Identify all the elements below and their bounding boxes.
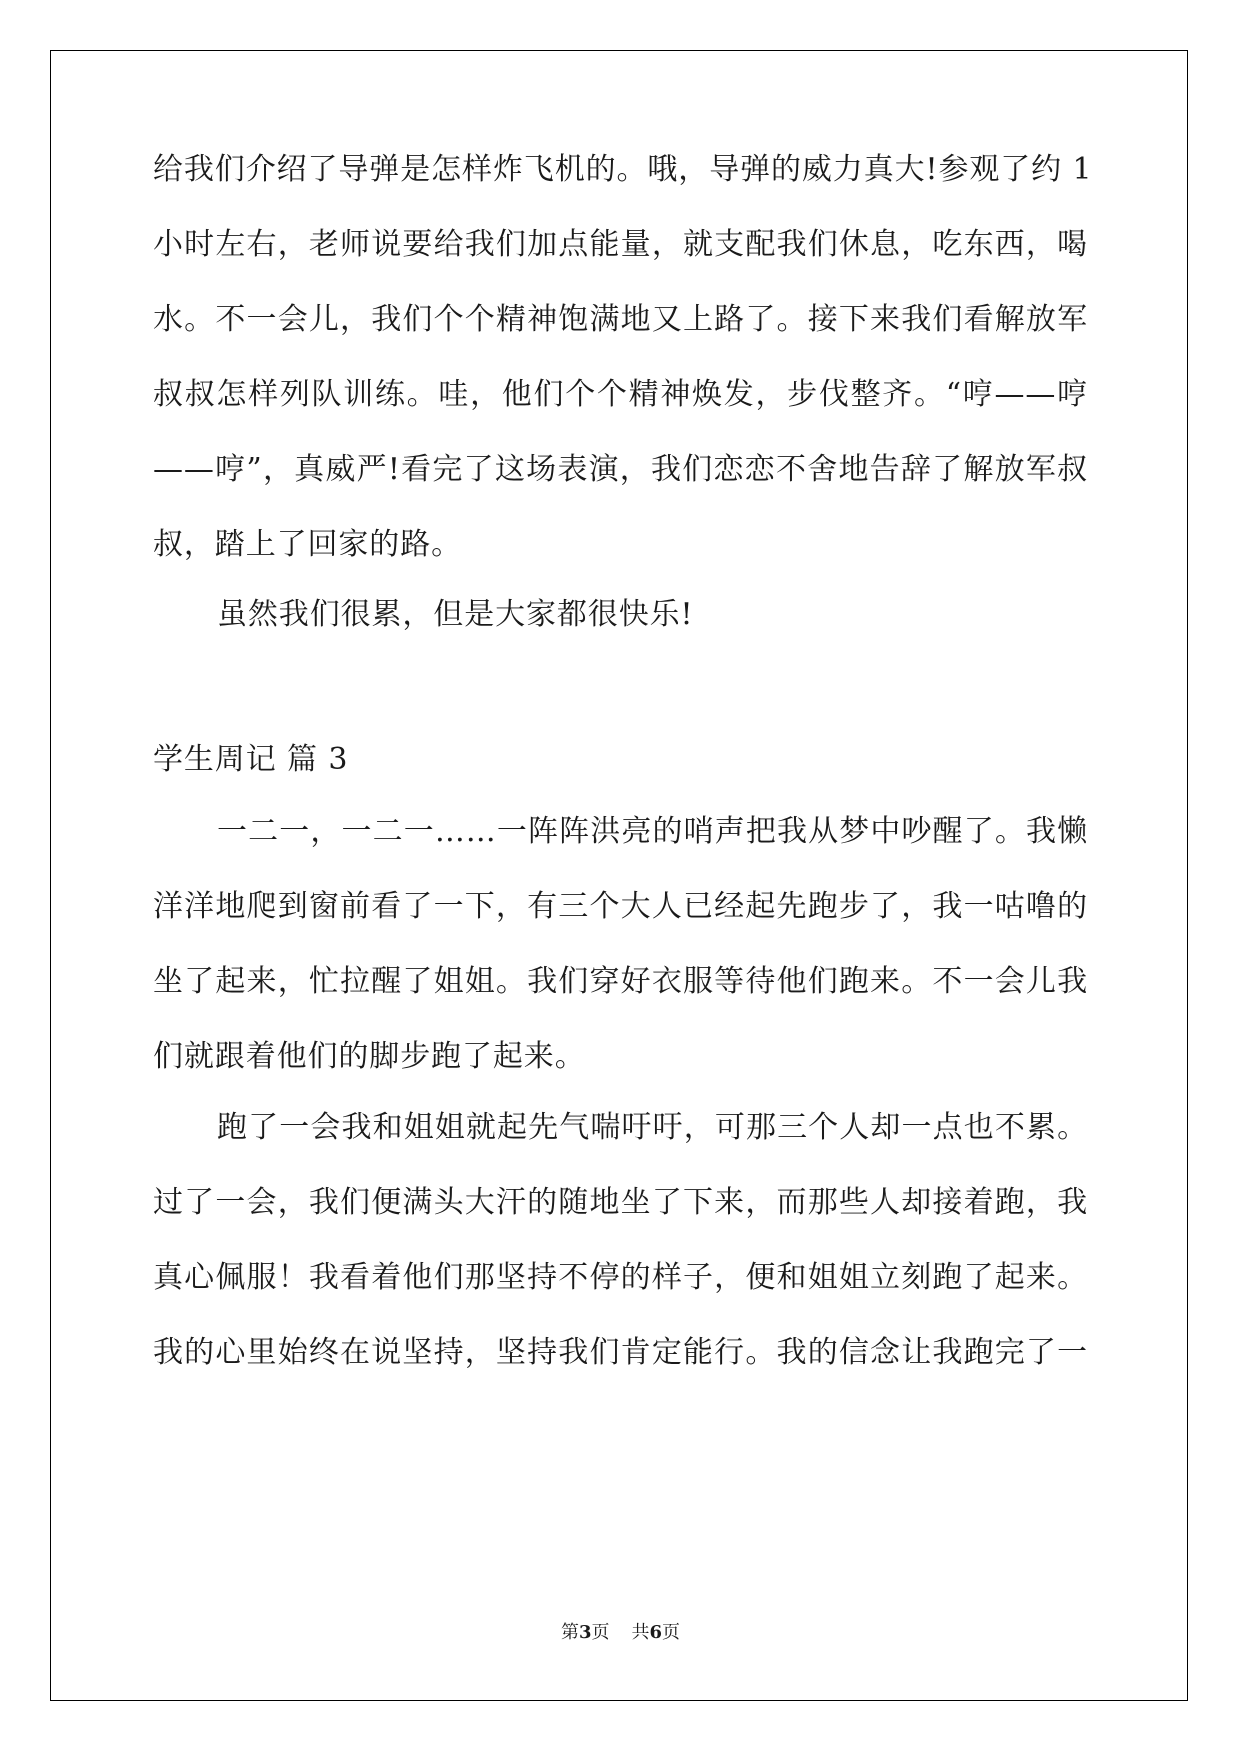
paragraph-line: 真心佩服！我看着他们那坚持不停的样子，便和姐姐立刻跑了起来。: [153, 1260, 1088, 1295]
paragraph-line: 叔叔怎样列队训练。哇，他们个个精神焕发，步伐整齐。“哼——哼: [153, 377, 1088, 412]
paragraph-line: 给我们介绍了导弹是怎样炸飞机的。哦，导弹的威力真大!参观了约 1: [153, 152, 1093, 187]
paragraph-line: 一二一，一二一……一阵阵洪亮的哨声把我从梦中吵醒了。我懒: [217, 814, 1088, 849]
paragraph-line: 洋洋地爬到窗前看了一下，有三个大人已经起先跑步了，我一咕噜的: [153, 889, 1088, 924]
paragraph-line: 叔，踏上了回家的路。: [153, 527, 462, 562]
paragraph-line: 跑了一会我和姐姐就起先气喘吁吁，可那三个人却一点也不累。: [217, 1110, 1088, 1145]
paragraph-line: 水。不一会儿，我们个个精神饱满地又上路了。接下来我们看解放军: [153, 302, 1088, 337]
page-footer: [0, 1622, 1241, 1644]
footer-page-prefix: 第: [560, 1622, 579, 1643]
footer-total-prefix: 共: [631, 1622, 650, 1643]
section-heading: 学生周记 篇 3: [153, 742, 349, 777]
paragraph-line: ——哼”，真威严!看完了这场表演，我们恋恋不舍地告辞了解放军叔: [153, 452, 1088, 487]
paragraph-line: 小时左右，老师说要给我们加点能量，就支配我们休息，吃东西，喝: [153, 227, 1088, 262]
paragraph-line: 我的心里始终在说坚持，坚持我们肯定能行。我的信念让我跑完了一: [153, 1335, 1088, 1370]
footer-total-suffix: 页: [662, 1622, 681, 1643]
footer-page-number: 3: [578, 1622, 592, 1643]
paragraph-line: 们就跟着他们的脚步跑了起来。: [153, 1039, 586, 1074]
footer-page-suffix: 页: [591, 1622, 610, 1643]
page-border: [50, 50, 1188, 1701]
paragraph-line: 虽然我们很累，但是大家都很快乐!: [217, 597, 694, 632]
paragraph-line: 过了一会，我们便满头大汗的随地坐了下来，而那些人却接着跑，我: [153, 1185, 1088, 1220]
footer-total-pages: 6: [649, 1622, 663, 1643]
paragraph-line: 坐了起来，忙拉醒了姐姐。我们穿好衣服等待他们跑来。不一会儿我: [153, 964, 1088, 999]
